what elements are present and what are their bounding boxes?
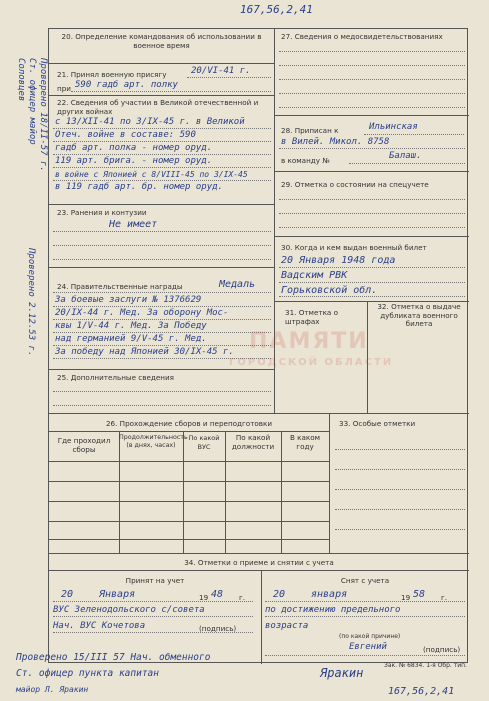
section-34-label: 34. Отметки о приеме и снятии с учета bbox=[184, 558, 334, 567]
war-line-3: гадб арт. полка - номер оруд. bbox=[55, 143, 213, 153]
removed-sign-label: (подпись) bbox=[423, 645, 461, 654]
section-28-label: 28. Приписан к bbox=[281, 126, 339, 135]
accepted-year-prefix: 19 bbox=[199, 593, 209, 602]
print-mark: Зак. № 6834. 1-я Обр. тип. bbox=[384, 662, 467, 669]
section-21-label: 21. Принял военную присягу bbox=[57, 70, 167, 79]
removed-year: 58 bbox=[413, 589, 426, 600]
removed-reason-hint: (по какой причине) bbox=[339, 633, 401, 640]
footer-note-line-1: Проверено 15/III 57 Нач. обменного bbox=[16, 652, 211, 663]
war-line-2: Отеч. войне в составе: 590 bbox=[55, 130, 196, 140]
section-26-label: 26. Прохождение сборов и переподготовки bbox=[105, 419, 273, 428]
removed-day: 20 bbox=[273, 589, 286, 600]
award-line-2: 20/IX-44 г. Мед. За оборону Мос- bbox=[55, 308, 229, 318]
section-30-label: 30. Когда и кем выдан военный билет bbox=[281, 243, 427, 252]
award-line-1: За боевые заслуги № 1376629 bbox=[55, 295, 202, 305]
accepted-year: 48 bbox=[211, 589, 224, 600]
section-24-label: 24. Правительственные награды bbox=[57, 282, 183, 291]
oath-date: 20/VI-41 г. bbox=[191, 66, 251, 76]
col-duration: Продолжительность (в днях, часах) bbox=[119, 434, 188, 449]
assigned-line-3: Балаш. bbox=[389, 151, 422, 161]
section-20-label: 20. Определение командования об использовании в военное время bbox=[61, 32, 262, 50]
section-31-label: 31. Отметка о штрафах bbox=[285, 308, 339, 326]
watermark-subtitle: ГОРОДСКОЙ ОБЛАСТИ bbox=[229, 357, 394, 368]
section-33-label: 33. Особые отметки bbox=[339, 419, 416, 428]
accepted-year-suffix: г. bbox=[239, 593, 246, 602]
assigned-line-1: Ильинская bbox=[369, 122, 418, 132]
war-line-4: 119 арт. брига. - номер оруд. bbox=[55, 156, 213, 166]
section-25-label: 25. Дополнительные сведения bbox=[57, 373, 175, 382]
archive-reference-bottom: 167,56,2,41 bbox=[388, 686, 455, 697]
war-line-1: с 13/XII-41 по 3/IX-45 г. в Великой bbox=[55, 117, 245, 127]
accepted-line-3: Нач. ВУС Кочетова bbox=[53, 621, 146, 631]
award-line-5: За победу над Японией 30/IX-45 г. bbox=[55, 347, 234, 357]
wounds-value: Не имеет bbox=[109, 219, 158, 230]
accepted-day: 20 bbox=[61, 589, 74, 600]
col-vus: По какой ВУС bbox=[188, 434, 220, 451]
section-21-when-label: при bbox=[57, 84, 71, 93]
accepted-line-2: ВУС Зеленодольского с/совета bbox=[53, 605, 205, 615]
section-28-team-label: в команду № bbox=[281, 156, 330, 165]
removed-month: января bbox=[311, 589, 348, 600]
war-line-5: в войне с Японией с 8/VIII-45 по 3/IX-45 bbox=[55, 170, 248, 179]
removed-reason: по достижению предельного bbox=[265, 605, 401, 615]
watermark-title: ПАМЯТИ bbox=[249, 329, 369, 354]
section-29-label: 29. Отметка о состоянии на спецучете bbox=[281, 180, 429, 189]
removed-reason-2: возраста bbox=[265, 621, 309, 631]
section-23-label: 23. Ранения и контузии bbox=[57, 208, 147, 217]
col-where: Где проходил сборы bbox=[57, 436, 111, 454]
section-32-label: 32. Отметка о выдаче дубликата военного билета bbox=[377, 302, 461, 328]
section-22-label: 22. Сведения об участии в Великой отечественной и других войнах bbox=[57, 98, 259, 116]
removed-year-suffix: г. bbox=[441, 593, 448, 602]
footer-signature: Яракин bbox=[320, 666, 364, 680]
section-27-label: 27. Сведения о медосвидетельствованиях bbox=[281, 32, 443, 41]
ticket-line-2: Вадским РВК bbox=[281, 270, 348, 281]
margin-note-middle: Проверено 2.12.53 г. bbox=[26, 248, 36, 357]
award-line-4: над германией 9/V-45 г. Мед. bbox=[55, 334, 207, 344]
award-line-0: Медаль bbox=[219, 279, 256, 290]
accepted-sign-label: (подпись) bbox=[199, 624, 237, 633]
margin-note-top: Проверено 18/II-57 г. Ст. офицер майор Соловцев bbox=[16, 58, 48, 172]
registration-card bbox=[48, 28, 468, 663]
ticket-line-3: Горьковской обл. bbox=[281, 285, 378, 296]
removed-year-prefix: 19 bbox=[401, 593, 411, 602]
removed-label: Снят с учета bbox=[340, 576, 390, 585]
war-line-6: в 119 гадб арт. бр. номер оруд. bbox=[55, 182, 223, 192]
col-year: В каком году bbox=[289, 433, 321, 451]
col-position: По какой должности bbox=[231, 433, 275, 451]
ticket-line-1: 20 Января 1948 года bbox=[281, 255, 396, 266]
assigned-line-2: в Вилей. Микол. 8758 bbox=[281, 137, 390, 147]
accepted-label: Принят на учет bbox=[125, 576, 185, 585]
removed-sign-name: Евгений bbox=[349, 642, 387, 652]
footer-note-line-2: Ст. офицер пункта капитан bbox=[16, 668, 159, 679]
accepted-month: Января bbox=[99, 589, 136, 600]
award-line-3: квы 1/V-44 г. Мед. За Победу bbox=[55, 321, 207, 331]
footer-note-line-3: майор Л. Яракин bbox=[16, 685, 89, 694]
oath-unit: 590 гадб арт. полку bbox=[75, 80, 178, 90]
archive-reference-top: 167,56,2,41 bbox=[240, 3, 313, 16]
